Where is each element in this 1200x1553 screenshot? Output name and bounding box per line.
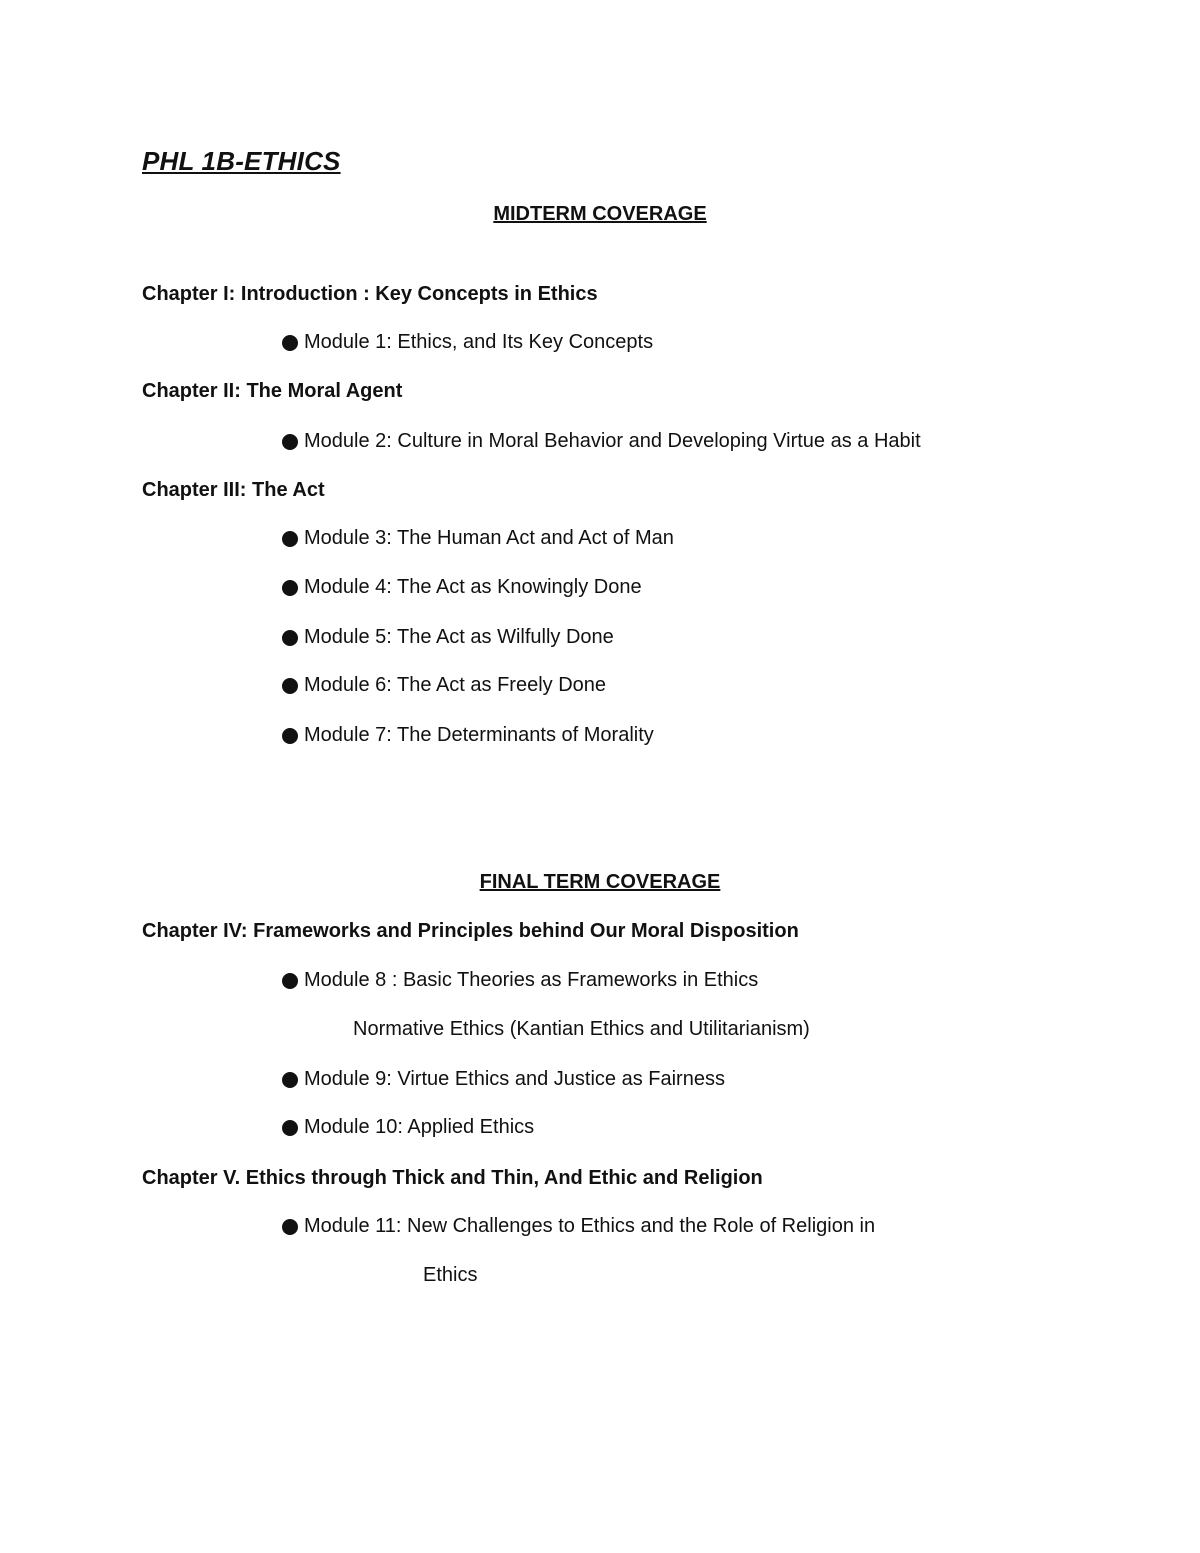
- module-11-label: Module 11: New Challenges to Ethics and the Role of Religion in: [304, 1215, 876, 1237]
- bullet-icon: [282, 531, 298, 547]
- module-2-item: [282, 430, 921, 453]
- module-3-item: [282, 527, 674, 550]
- module-1-label: Module 1: Ethics, and Its Key Concepts: [304, 331, 654, 353]
- module-11-item: [282, 1215, 875, 1238]
- bullet-icon: [282, 1219, 298, 1235]
- module-11-continuation: Ethics: [423, 1264, 478, 1286]
- chapter-2-heading: Chapter II: The Moral Agent: [142, 380, 403, 402]
- module-8-label: Module 8 : Basic Theories as Frameworks in Ethics: [304, 969, 759, 991]
- chapter-5-heading: Chapter V. Ethics through Thick and Thin, And Ethic and Religion: [142, 1167, 763, 1189]
- bullet-icon: [282, 434, 298, 450]
- module-7-label: Module 7: The Determinants of Morality: [304, 724, 654, 746]
- module-10-item: [282, 1116, 534, 1139]
- chapter-3-heading: Chapter III: The Act: [142, 479, 325, 501]
- module-1-item: [282, 331, 653, 354]
- module-6-item: [282, 674, 606, 697]
- module-4-item: [282, 576, 642, 599]
- module-6-label: Module 6: The Act as Freely Done: [304, 674, 607, 696]
- bullet-icon: [282, 580, 298, 596]
- module-8-item: [282, 969, 758, 992]
- module-4-label: Module 4: The Act as Knowingly Done: [304, 576, 642, 598]
- module-5-label: Module 5: The Act as Wilfully Done: [304, 626, 614, 648]
- module-2-label: Module 2: Culture in Moral Behavior and Developing Virtue as a Habit: [304, 430, 921, 452]
- chapter-1-heading: Chapter I: Introduction : Key Concepts in Ethics: [142, 283, 598, 305]
- bullet-icon: [282, 1072, 298, 1088]
- finalterm-heading: FINAL TERM COVERAGE: [479, 871, 721, 893]
- module-5-item: [282, 626, 614, 649]
- bullet-icon: [282, 335, 298, 351]
- bullet-icon: [282, 678, 298, 694]
- document-title: PHL 1B-ETHICS: [142, 146, 341, 176]
- bullet-icon: [282, 630, 298, 646]
- chapter-4-heading: Chapter IV: Frameworks and Principles behind Our Moral Disposition: [142, 920, 799, 942]
- midterm-heading: MIDTERM COVERAGE: [493, 203, 707, 225]
- module-9-label: Module 9: Virtue Ethics and Justice as Fairness: [304, 1068, 725, 1090]
- module-9-item: [282, 1068, 725, 1091]
- bullet-icon: [282, 973, 298, 989]
- module-10-label: Module 10: Applied Ethics: [304, 1116, 535, 1138]
- bullet-icon: [282, 1120, 298, 1136]
- bullet-icon: [282, 728, 298, 744]
- module-8-subline: Normative Ethics (Kantian Ethics and Utilitarianism): [353, 1018, 810, 1040]
- module-3-label: Module 3: The Human Act and Act of Man: [304, 527, 674, 549]
- module-7-item: [282, 724, 654, 747]
